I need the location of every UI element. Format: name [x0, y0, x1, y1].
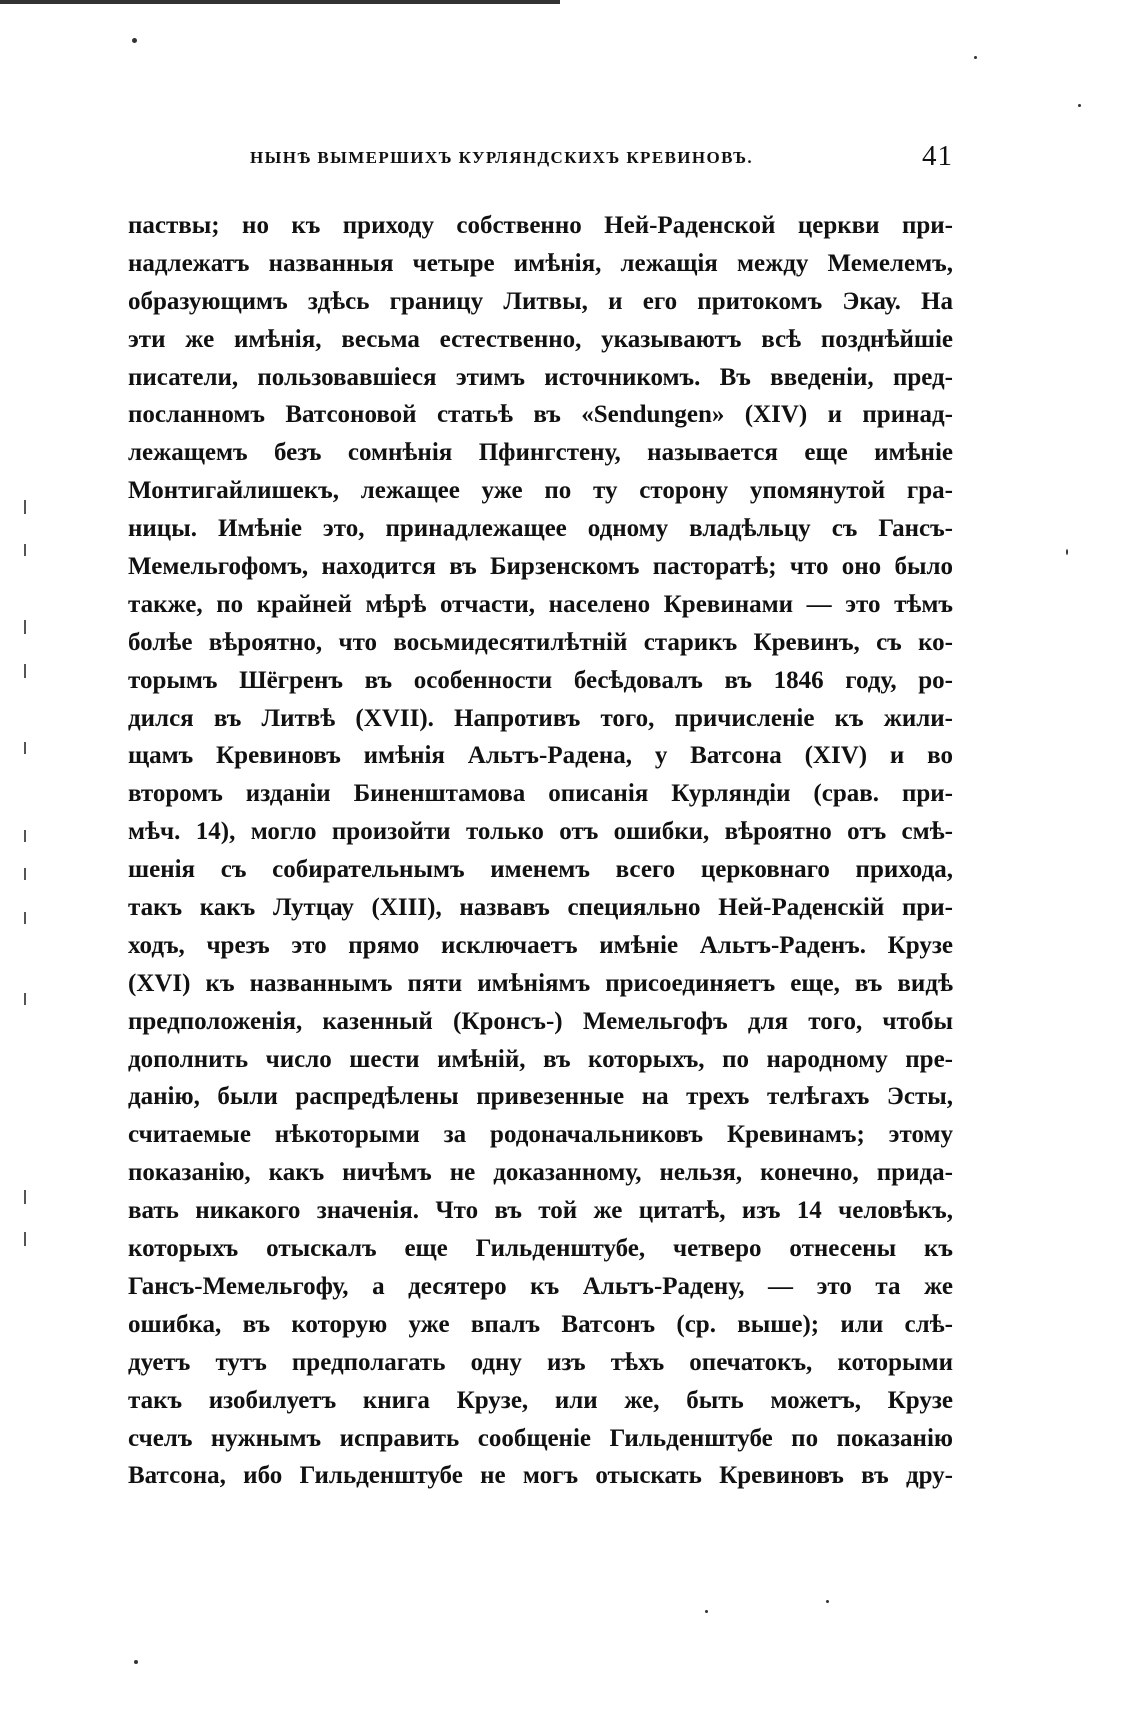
text-line: (XVI) къ названнымъ пяти имѣніямъ присоединяетъ еще, въ видѣ [128, 969, 953, 997]
text-line: болѣе вѣроятно, что восьмидесятилѣтній старикъ Кревинъ, съ ко- [128, 628, 953, 656]
text-line: паствы; но къ приходу собственно Ней-Раденской церкви при- [128, 212, 953, 239]
edge-mark [24, 620, 26, 634]
text-line: ходъ, чрезъ это прямо исключаетъ имѣніе Альтъ-Раденъ. Крузе [128, 931, 953, 959]
scan-speck [134, 1660, 138, 1664]
edge-mark [24, 500, 26, 514]
text-line: щамъ Кревиновъ имѣнія Альтъ-Радена, у Ватсона (XIV) и во [128, 742, 953, 770]
edge-mark [24, 1232, 26, 1246]
scan-speck [132, 38, 137, 43]
text-line: дуетъ тутъ предполагать одну изъ тѣхъ опечатокъ, которыми [128, 1348, 953, 1376]
text-line: образующимъ здѣсь границу Литвы, и его притокомъ Экау. На [128, 287, 953, 315]
text-line: шенія съ собирательнымъ именемъ всего церковнаго прихода, [128, 856, 953, 884]
text-line: Монтигайлишекъ, лежащее уже по ту сторону упомянутой гра- [128, 477, 953, 505]
text-line: показанію, какъ ничѣмъ не доказанному, нельзя, конечно, прида- [128, 1159, 953, 1187]
text-line: дился въ Литвѣ (XVII). Напротивъ того, причисленіе къ жили- [128, 704, 953, 732]
scan-speck [974, 56, 977, 59]
text-line: посланномъ Ватсоновой статьѣ въ «Sendungen» (XIV) и принад- [128, 401, 953, 429]
edge-mark [24, 868, 26, 880]
edge-mark [24, 544, 26, 556]
running-head: НЫНѢ ВЫМЕРШИХЪ КУРЛЯНДСКИХЪ КРЕВИНОВЪ. [250, 148, 754, 167]
edge-mark [24, 912, 26, 924]
top-rule [0, 0, 560, 4]
edge-mark [24, 742, 26, 754]
text-line: такъ какъ Лутцау (XIII), назвавъ специяльно Ней-Раденскій при- [128, 894, 953, 922]
text-line: эти же имѣнія, весьма естественно, указываютъ всѣ позднѣйшіе [128, 325, 953, 353]
text-line: предположенія, казенный (Кронсъ-) Мемельгофъ для того, чтобы [128, 1007, 953, 1035]
text-line: ошибка, въ которую уже впалъ Ватсонъ (ср. выше); или слѣ- [128, 1310, 953, 1338]
body-text [128, 207, 953, 1495]
text-line: счелъ нужнымъ исправить сообщеніе Гильденштубе по показанію [128, 1424, 953, 1452]
page-header [128, 140, 953, 180]
text-line: надлежатъ названныя четыре имѣнія, лежащія между Мемелемъ, [128, 249, 953, 277]
text-line: торымъ Шёгренъ въ особенности бесѣдовалъ въ 1846 году, ро- [128, 666, 953, 694]
text-line: которыхъ отыскалъ еще Гильденштубе, четверо отнесены къ [128, 1235, 953, 1263]
edge-mark [24, 1190, 26, 1204]
text-line: такъ изобилуетъ книга Крузе, или же, быть можетъ, Крузе [128, 1386, 953, 1414]
text-line: также, по крайней мѣрѣ отчасти, населено Кревинами — это тѣмъ [128, 590, 953, 618]
text-line: писатели, пользовавшіеся этимъ источникомъ. Въ введеніи, пред- [128, 363, 953, 391]
text-line: данію, были распредѣлены привезенные на трехъ телѣгахъ Эсты, [128, 1083, 953, 1111]
text-line: Ватсона, ибо Гильденштубе не могъ отыскать Кревиновъ въ дру- [128, 1462, 953, 1490]
text-line: считаемые нѣкоторыми за родоначальниковъ Кревинамъ; этому [128, 1121, 953, 1149]
edge-mark [24, 830, 26, 842]
scan-speck [1066, 549, 1068, 555]
text-line: Гансъ-Мемельгофу, а десятеро къ Альтъ-Радену, — это та же [128, 1272, 953, 1300]
text-line: вать никакого значенія. Что въ той же цитатѣ, изъ 14 человѣкъ, [128, 1197, 953, 1225]
page-number: 41 [922, 140, 953, 172]
edge-mark [24, 993, 26, 1005]
text-line: второмъ изданіи Биненштамова описанія Курляндіи (срав. при- [128, 780, 953, 808]
scan-speck [705, 1610, 708, 1613]
edge-mark [24, 664, 26, 678]
text-line: ницы. Имѣніе это, принадлежащее одному владѣльцу съ Гансъ- [128, 515, 953, 543]
text-line: лежащемъ безъ сомнѣнія Пфингстену, называется еще имѣніе [128, 439, 953, 467]
text-line: Мемельгофомъ, находится въ Бирзенскомъ пасторатѣ; что оно было [128, 553, 953, 581]
scan-speck [826, 1600, 829, 1603]
text-line: дополнить число шести имѣній, въ которыхъ, по народному пре- [128, 1045, 953, 1073]
scan-speck [1078, 104, 1081, 107]
text-line: мѣч. 14), могло произойти только отъ ошибки, вѣроятно отъ смѣ- [128, 818, 953, 846]
